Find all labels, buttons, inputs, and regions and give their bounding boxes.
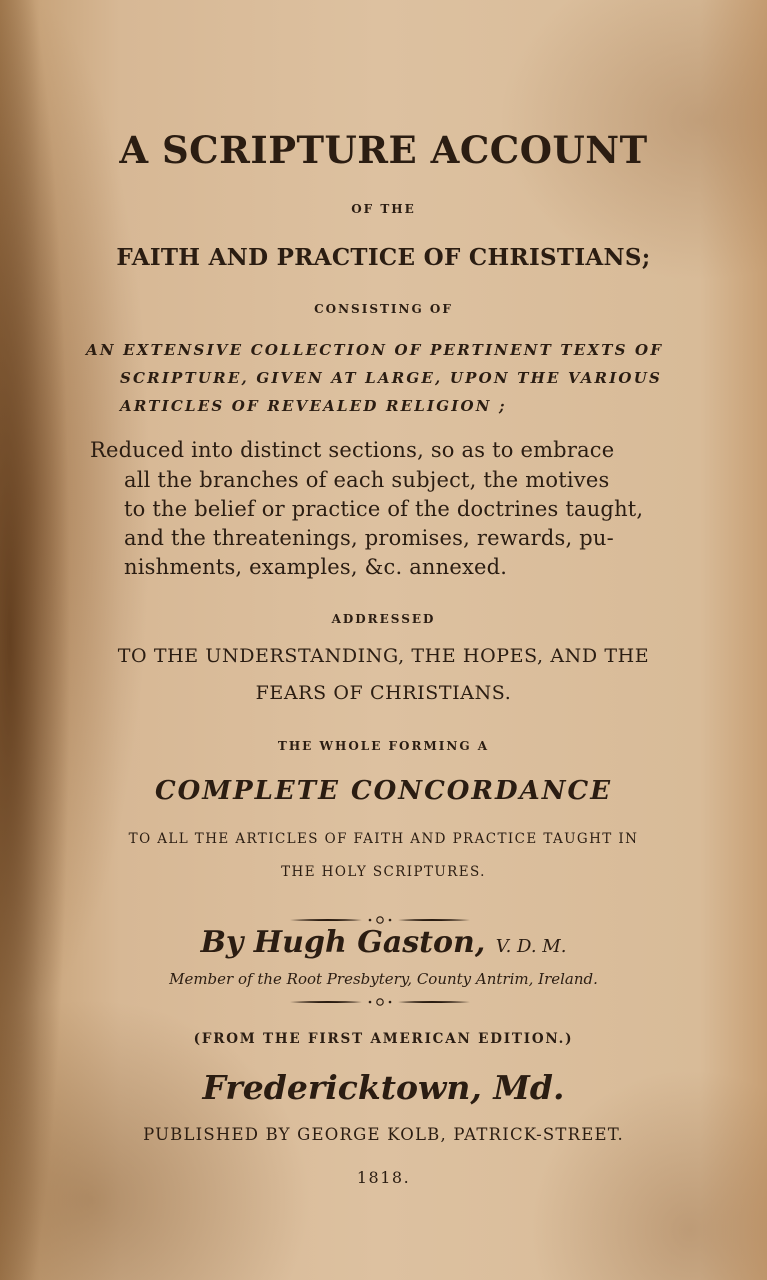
addressed-to-line-1: TO THE UNDERSTANDING, THE HOPES, AND THE <box>117 645 650 667</box>
book-subtitle: FAITH AND PRACTICE OF CHRISTIANS; <box>116 244 651 271</box>
concordance-heading: COMPLETE CONCORDANCE <box>154 776 613 806</box>
author-affiliation: Member of the Root Presbytery, County Antrim, Ireland. <box>169 970 598 988</box>
ornament-rule-top <box>290 915 470 925</box>
articles-line-2: THE HOLY SCRIPTURES. <box>281 864 486 880</box>
ornament-rule-bottom <box>290 997 470 1007</box>
book-title: A SCRIPTURE ACCOUNT <box>119 128 648 172</box>
paragraph-line-3: to the belief or practice of the doctrines taught, <box>124 497 644 521</box>
publication-place: Fredericktown, Md. <box>202 1068 565 1107</box>
whole-forming-line: THE WHOLE FORMING A <box>277 739 490 753</box>
of-the-line: OF THE <box>351 202 416 216</box>
italic-line-3: ARTICLES OF REVEALED RELIGION ; <box>120 397 507 415</box>
author-name-text: By Hugh Gaston, <box>200 925 486 960</box>
consisting-of-line: CONSISTING OF <box>314 302 453 316</box>
italic-line-1: AN EXTENSIVE COLLECTION OF PERTINENT TEXTS OF <box>86 341 664 359</box>
author-degree: V. D. M. <box>495 936 567 957</box>
paragraph-line-5: nishments, examples, &c. annexed. <box>124 555 508 579</box>
paragraph-line-2: all the branches of each subject, the motives <box>124 468 610 492</box>
publisher-line: PUBLISHED BY GEORGE KOLB, PATRICK-STREET. <box>143 1125 624 1144</box>
publication-year: 1818. <box>356 1168 411 1187</box>
paragraph-line-1: Reduced into distinct sections, so as to embrace <box>90 438 615 462</box>
edition-note: (FROM THE FIRST AMERICAN EDITION.) <box>193 1031 574 1047</box>
addressed-to-line-2: FEARS OF CHRISTIANS. <box>255 682 512 704</box>
articles-line-1: TO ALL THE ARTICLES OF FAITH AND PRACTICE TAUGHT IN <box>128 831 639 847</box>
italic-line-2: SCRIPTURE, GIVEN AT LARGE, UPON THE VARIOUS <box>120 369 663 387</box>
author-name <box>0 925 767 960</box>
paragraph-line-4: and the threatenings, promises, rewards, pu- <box>124 526 614 550</box>
addressed-line: ADDRESSED <box>331 612 436 626</box>
